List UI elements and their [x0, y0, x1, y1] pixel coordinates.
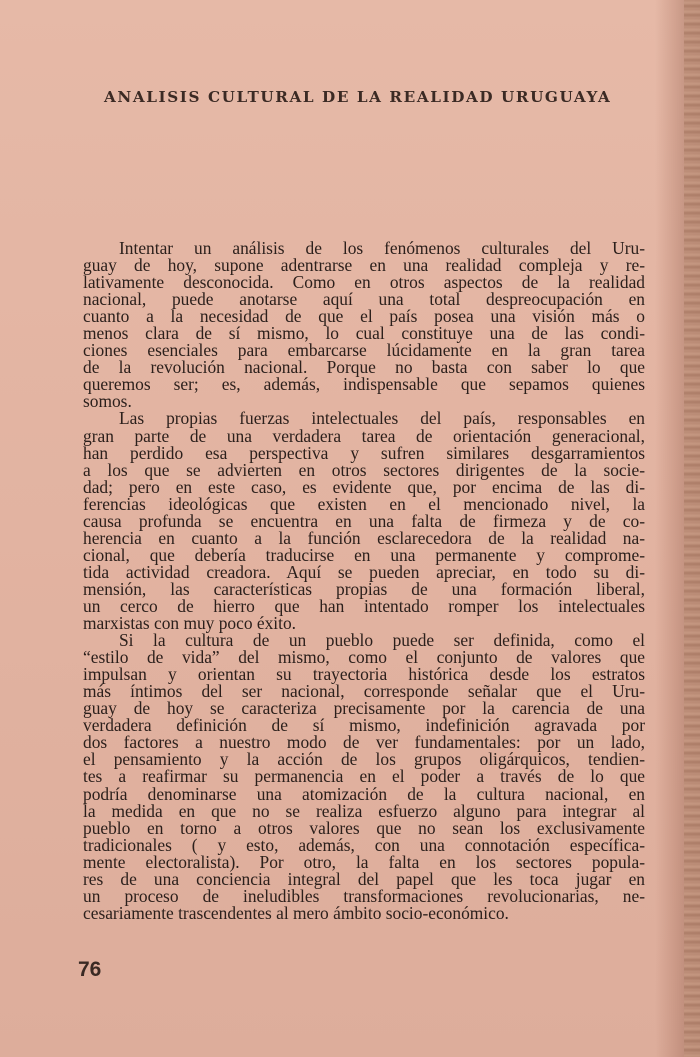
- text-line: a los que se advierten en otros sectores dirigentes de la socie-: [83, 459, 645, 480]
- text-line: la medida en que no se realiza esfuerzo alguno para integrar al: [83, 800, 645, 821]
- text-line: dad; pero en este caso, es evidente que, por encima de las di-: [83, 476, 645, 497]
- text-line: mente electoralista). Por otro, la falta en los sectores popula-: [83, 851, 645, 872]
- page-edge: [684, 0, 700, 1057]
- text-line: ciones esenciales para embarcarse lúcidamente en la gran tarea: [83, 340, 645, 361]
- text-line: tes a reafirmar su permanencia en el poder a través de lo que: [83, 766, 645, 787]
- text-line: pueblo en torno a otros valores que no sean los exclusivamente: [83, 817, 645, 838]
- text-line: Intentar un análisis de los fenómenos culturales del Uru-: [119, 238, 645, 258]
- text-line: ferencias ideológicas que existen en el mencionado nivel, la: [83, 493, 645, 514]
- text-line: impulsan y orientan su trayectoria histórica desde los estratos: [83, 664, 645, 685]
- text-line: herencia en cuanto a la función esclarecedora de la realidad na-: [83, 527, 645, 548]
- text-line: tradicionales ( y esto, además, con una connotación específica-: [83, 834, 645, 855]
- text-line: guay de hoy, supone adentrarse en una realidad compleja y re-: [83, 255, 645, 276]
- text-line: gran parte de una verdadera tarea de orientación generacional,: [83, 425, 645, 446]
- text-line: cesariamente trascendentes al mero ámbito socio-económico.: [83, 902, 509, 923]
- text-line: Las propias fuerzas intelectuales del país, responsables en: [119, 408, 645, 429]
- text-line: guay de hoy se caracteriza precisamente por la carencia de una: [83, 698, 645, 719]
- text-line: menos clara de sí mismo, lo cual constituye una de las condi-: [83, 323, 645, 344]
- running-head: ANALISIS CULTURAL DE LA REALIDAD URUGUAYA: [104, 88, 612, 106]
- text-line: más íntimos del ser nacional, corresponde señalar que el Uru-: [83, 681, 645, 702]
- text-line: de la revolución nacional. Porque no basta con saber lo que: [83, 357, 645, 378]
- text-line: dos factores a nuestro modo de ver fundamentales: por un lado,: [83, 732, 645, 753]
- text-line: marxistas con muy poco éxito.: [83, 613, 296, 634]
- text-line: nacional, puede anotarse aquí una total despreocupación en: [83, 289, 645, 310]
- body-text: [83, 240, 645, 922]
- text-line: “estilo de vida” del mismo, como el conjunto de valores que: [83, 647, 645, 668]
- text-line: mensión, las características propias de una formación liberal,: [83, 578, 645, 599]
- text-line: cional, que debería traducirse en una permanente y comprome-: [83, 544, 645, 565]
- text-line: han perdido esa perspectiva y sufren similares desgarramientos: [83, 442, 645, 463]
- text-line: lativamente desconocida. Como en otros aspectos de la realidad: [83, 272, 645, 293]
- page-number: 76: [78, 958, 102, 981]
- text-line: causa profunda se encuentra en una falta de firmeza y de co-: [83, 510, 645, 531]
- text-line: el pensamiento y la acción de los grupos oligárquicos, tendien-: [83, 749, 645, 770]
- text-line: podría denominarse una atomización de la cultura nacional, en: [83, 783, 645, 804]
- text-line: somos.: [83, 391, 132, 412]
- text-line: verdadera definición de sí mismo, indefinición agravada por: [83, 715, 645, 736]
- text-line: un cerco de hierro que han intentado romper los intelectuales: [83, 595, 645, 616]
- text-line: tida actividad creadora. Aquí se pueden apreciar, en todo su di-: [83, 561, 645, 582]
- text-line: res de una conciencia integral del papel que les toca jugar en: [83, 868, 645, 889]
- text-line: Si la cultura de un pueblo puede ser definida, como el: [119, 630, 645, 651]
- text-line: queremos ser; es, además, indispensable que sepamos quienes: [83, 374, 645, 395]
- text-line: un proceso de ineludibles transformaciones revolucionarias, ne-: [83, 885, 645, 906]
- text-line: cuanto a la necesidad de que el país posea una visión más o: [83, 306, 645, 327]
